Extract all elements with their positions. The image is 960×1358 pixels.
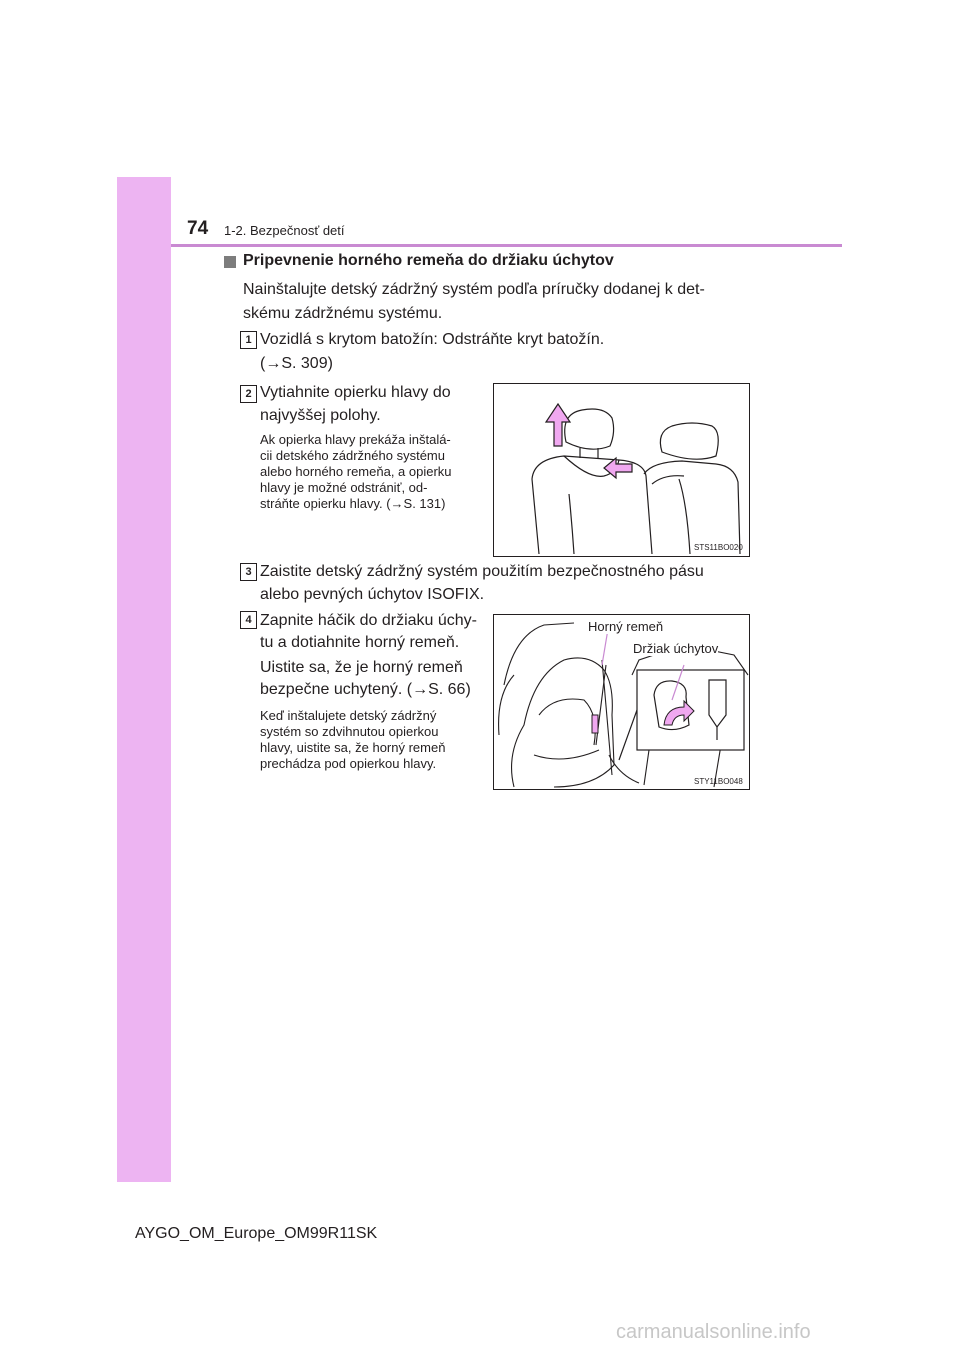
note-line: Keď inštalujete detský zádržný [260, 708, 437, 723]
step-1-reference[interactable]: (→S. 309) [260, 355, 333, 372]
step-4-line: tu a dotiahnite horný remeň. [260, 634, 460, 651]
intro-line-2: skému zádržnému systému. [243, 305, 443, 322]
step-number-2: 2 [240, 385, 257, 403]
watermark[interactable]: carmanualsonline.info [616, 1321, 811, 1343]
header-rule [171, 244, 842, 247]
step-number-1: 1 [240, 331, 257, 349]
note-line: hlavy je možné odstrániť, od- [260, 480, 428, 495]
heading-square-icon [224, 256, 236, 268]
sidebar-tab [117, 177, 171, 1182]
step-3-text-2: alebo pevných úchytov ISOFIX. [260, 586, 485, 603]
step-2-text-1: Vytiahnite opierku hlavy do [260, 384, 451, 401]
headrest-illustration [494, 384, 749, 556]
step-4-text [260, 610, 485, 701]
figure-1-code: STS11BO020 [694, 543, 743, 552]
step-2-note [260, 432, 486, 512]
step-4-line: bezpečne uchytený. (→S. 66) [260, 681, 471, 698]
section-heading: Pripevnenie horného remeňa do držiaku úchytov [243, 252, 614, 269]
step-2-text-2: najvyššej polohy. [260, 407, 381, 424]
step-1-text: Vozidlá s krytom batožín: Odstráňte kryt batožín. [260, 331, 605, 348]
page-number: 74 [187, 218, 209, 239]
note-line: stráňte opierku hlavy. (→S. 131) [260, 496, 446, 511]
step-4-line: Uistite sa, že je horný remeň [260, 659, 463, 676]
step-3-text-1: Zaistite detský zádržný systém použitím bezpečnostného pásu [260, 563, 704, 580]
step-4-note [260, 708, 486, 772]
figure-top-strap [493, 614, 750, 790]
note-line: alebo horného remeňa, a opierku [260, 464, 452, 479]
step-4-line: Zapnite háčik do držiaku úchy- [260, 612, 477, 629]
step-number-4: 4 [240, 611, 257, 629]
note-line: prechádza pod opierkou hlavy. [260, 756, 437, 771]
footer-doc-id: AYGO_OM_Europe_OM99R11SK [135, 1225, 378, 1242]
step-number-3: 3 [240, 563, 257, 581]
chapter-title: 1-2. Bezpečnosť detí [224, 223, 345, 238]
label-anchor: Držiak úchytov [633, 641, 719, 656]
note-line: cii detského zádržného systému [260, 448, 445, 463]
note-line: hlavy, uistite sa, že horný remeň [260, 740, 446, 755]
figure-headrest [493, 383, 750, 557]
label-top-strap: Horný remeň [588, 619, 664, 634]
intro-line-1: Nainštalujte detský zádržný systém podľa príručky dodanej k det- [243, 281, 705, 298]
note-line: Ak opierka hlavy prekáža inštalá- [260, 432, 451, 447]
note-line: systém so zdvihnutou opierkou [260, 724, 439, 739]
figure-2-code: STY11BO048 [694, 777, 743, 786]
